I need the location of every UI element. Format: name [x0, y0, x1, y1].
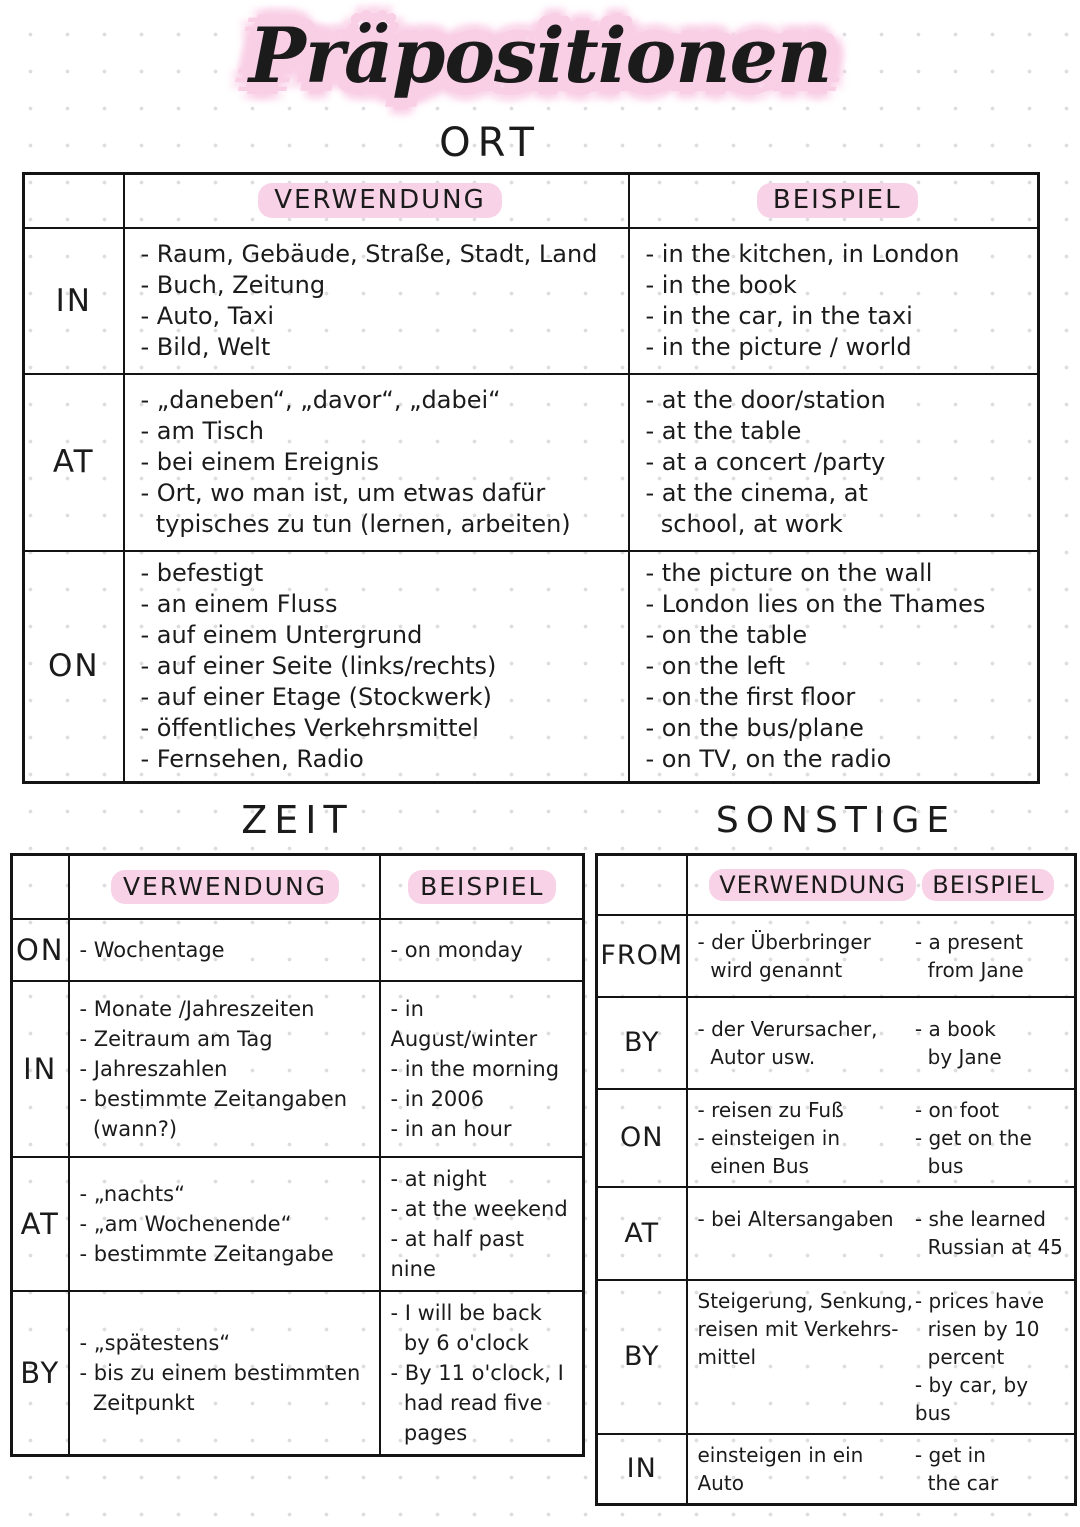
section-heading-sonstige: SONSTIGE	[715, 800, 957, 841]
column-header-verwendung: VERWENDUNG	[709, 869, 916, 901]
ort-at-verwendung: - „daneben“, „davor“, „dabei“ - am Tisch - bei einem Ereignis - Ort, wo man ist, um etwas dafür typisches zu tun (lernen, arbeiten)	[124, 374, 629, 551]
sonstige-by2-beispiel: - prices have risen by 10 percent - by car, by bus	[914, 1288, 1045, 1425]
zeit-verwendung-header-cell	[69, 855, 380, 919]
table-row-by	[12, 1291, 584, 1456]
table-row-in	[12, 981, 584, 1157]
column-header-beispiel: BEISPIEL	[757, 183, 918, 218]
ort-on-verwendung: - befestigt - an einem Fluss - auf einem Untergrund - auf einer Seite (links/rechts) - auf einer Etage (Stockwerk) - öffentliches Verkehrsmittel - Fernsehen, Radio	[124, 551, 629, 783]
sonstige-table	[595, 853, 1077, 1506]
ort-table	[22, 172, 1040, 784]
sonstige-at-beispiel: - she learned Russian at 45	[914, 1207, 1063, 1259]
sonstige-on-verwendung: - reisen zu Fuß - einsteigen in einen Bus	[697, 1097, 844, 1178]
ort-at-beispiel: - at the door/station - at the table - at a concert /party - at the cinema, at school, at work	[629, 374, 1039, 551]
column-header-beispiel: BEISPIEL	[922, 869, 1054, 901]
ort-in-verwendung: - Raum, Gebäude, Straße, Stadt, Land - Buch, Zeitung - Auto, Taxi - Bild, Welt	[124, 228, 629, 374]
sonstige-by-beispiel: - a book by Jane	[914, 1016, 1002, 1069]
sonstige-by-cell	[687, 997, 1076, 1089]
title-wrap	[0, 2, 1080, 110]
sonstige-by2-verwendung: Steigerung, Senkung, reisen mit Verkehrs- mittel	[697, 1288, 913, 1369]
table-row-on	[12, 919, 584, 981]
zeit-table	[10, 853, 585, 1457]
column-header-beispiel: BEISPIEL	[408, 870, 556, 904]
sonstige-from-cell	[687, 915, 1076, 997]
zeit-in-beispiel: - in August/winter - in the morning - in 2006 - in an hour	[380, 981, 584, 1157]
table-row-from	[597, 915, 1076, 997]
ort-on-beispiel: - the picture on the wall - London lies on the Thames - on the table - on the left - on the first floor - on the bus/plane - on TV, on the radio	[629, 551, 1039, 783]
ort-corner-cell	[24, 174, 124, 228]
zeit-on-beispiel: - on monday	[380, 919, 584, 981]
sonstige-at-verwendung: - bei Altersangaben	[697, 1207, 894, 1231]
page-title: Präpositionen	[248, 11, 832, 100]
table-row-by	[597, 997, 1076, 1089]
ort-beispiel-header-cell	[629, 174, 1039, 228]
column-header-verwendung: VERWENDUNG	[258, 183, 501, 218]
sonstige-in-verwendung: einsteigen in ein Auto	[697, 1442, 870, 1495]
zeit-beispiel-header-cell	[380, 855, 584, 919]
sonstige-by2-cell	[687, 1280, 1076, 1434]
row-label-in: IN	[12, 981, 69, 1157]
row-label-by: BY	[12, 1291, 69, 1456]
table-row-by-2	[597, 1280, 1076, 1434]
ort-header-row	[24, 174, 1039, 228]
row-label-from: FROM	[597, 915, 687, 997]
sonstige-header-cell	[687, 855, 1076, 915]
row-label-by: BY	[597, 1280, 687, 1434]
zeit-by-verwendung: - „spätestens“ - bis zu einem bestimmten Zeitpunkt	[69, 1291, 380, 1456]
row-label-in: IN	[597, 1434, 687, 1505]
zeit-at-beispiel: - at night - at the weekend - at half past nine	[380, 1157, 584, 1291]
zeit-by-beispiel: - I will be back by 6 o'clock - By 11 o'clock, I had read five pages	[380, 1291, 584, 1456]
row-label-by: BY	[597, 997, 687, 1089]
row-label-on: ON	[24, 551, 124, 783]
table-row-in	[24, 228, 1039, 374]
sonstige-from-beispiel: - a present from Jane	[914, 929, 1024, 982]
row-label-at: AT	[597, 1187, 687, 1280]
row-label-in: IN	[24, 228, 124, 374]
row-label-at: AT	[24, 374, 124, 551]
table-row-at	[24, 374, 1039, 551]
table-row-at	[12, 1157, 584, 1291]
ort-verwendung-header-cell	[124, 174, 629, 228]
zeit-on-verwendung: - Wochentage	[69, 919, 380, 981]
table-row-on	[24, 551, 1039, 783]
ort-in-beispiel: - in the kitchen, in London - in the book - in the car, in the taxi - in the picture / world	[629, 228, 1039, 374]
zeit-in-verwendung: - Monate /Jahreszeiten - Zeitraum am Tag - Jahreszahlen - bestimmte Zeitangaben (wann?)	[69, 981, 380, 1157]
row-label-at: AT	[12, 1157, 69, 1291]
sonstige-corner-cell	[597, 855, 687, 915]
table-row-at	[597, 1187, 1076, 1280]
sonstige-on-cell	[687, 1089, 1076, 1187]
sonstige-by-verwendung: - der Verursacher, Autor usw.	[697, 1016, 878, 1069]
column-header-verwendung: VERWENDUNG	[111, 870, 339, 904]
sonstige-on-beispiel: - on foot - get on the bus	[914, 1097, 1032, 1178]
sonstige-in-beispiel: - get in the car	[914, 1442, 999, 1495]
table-row-in	[597, 1434, 1076, 1505]
row-label-on: ON	[12, 919, 69, 981]
table-row-on	[597, 1089, 1076, 1187]
sonstige-in-cell	[687, 1434, 1076, 1505]
section-heading-zeit: ZEIT	[241, 798, 354, 842]
zeit-header-row	[12, 855, 584, 919]
sonstige-at-cell	[687, 1187, 1076, 1280]
section-heading-ort: ORT	[439, 120, 541, 166]
zeit-at-verwendung: - „nachts“ - „am Wochenende“ - bestimmte Zeitangabe	[69, 1157, 380, 1291]
sonstige-header-row	[597, 855, 1076, 915]
sonstige-from-verwendung: - der Überbringer wird genannt	[697, 929, 871, 982]
zeit-corner-cell	[12, 855, 69, 919]
row-label-on: ON	[597, 1089, 687, 1187]
